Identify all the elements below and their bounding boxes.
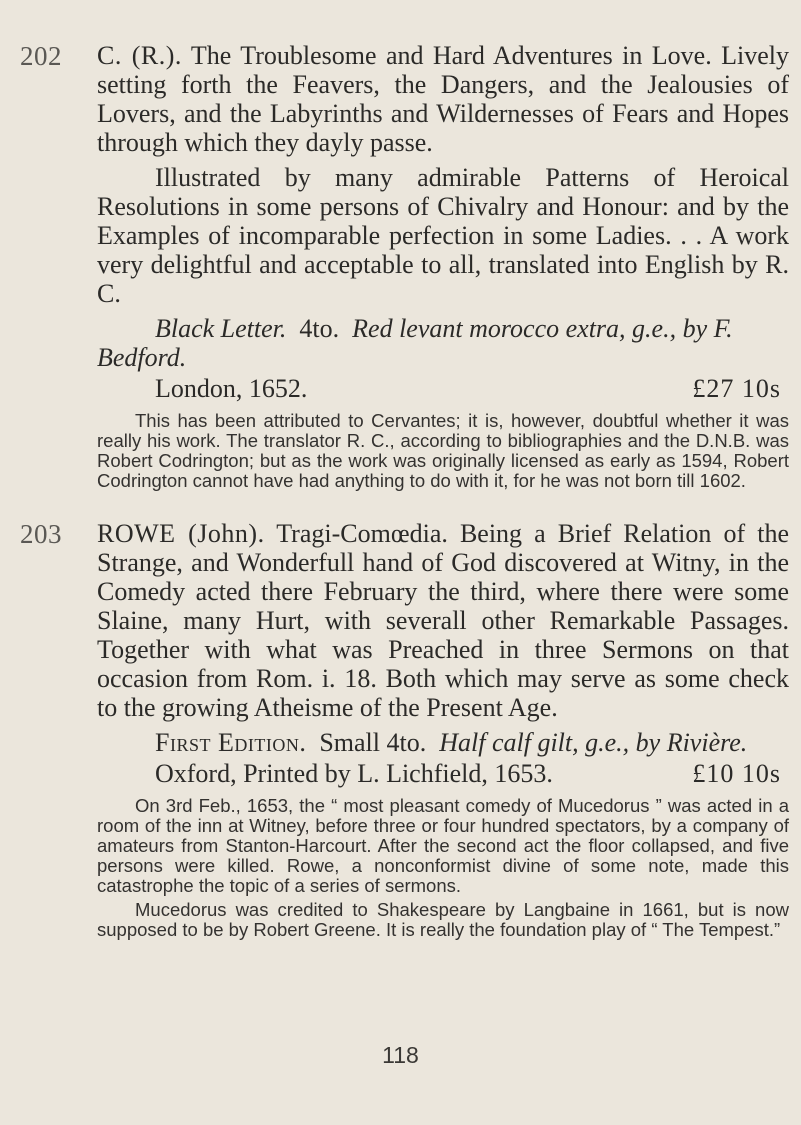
price: £27 10s [692, 374, 781, 403]
entry-description: Illustrated by many admirable Patterns of Heroical Resolutions in some persons of Chivalry and Honour: and by the Examples of incomparable perfection in some Ladies. . . A work very delightful and acceptable to all, translated into English by R. C. [97, 163, 789, 308]
page-number: 118 [382, 1042, 419, 1068]
entry-title: Tragi-Comœdia. Being a Brief Relation of the Strange, and Wonderfull hand of God discovered at Witny, in the Comedy acted there February the third, where there were some Slaine, many Hurt, with severall other Remarkable Passages. Together with what was Preached in three Sermons on that occasion from Rom. i. 18. Both which may serve as some check to the growing Atheisme of the Present Age. [97, 519, 789, 722]
binding-format: Small 4to. [319, 728, 427, 757]
binding-description: Half calf gilt, g.e., by Rivière. [439, 728, 748, 757]
entry-note: On 3rd Feb., 1653, the “ most pleasant comedy of Mucedorus ” was acted in a room of the inn at Witney, before three or four hundred spectators, by a company of amateurs from Stanton-Harcourt. After the second act the floor collapsed, and five persons were killed. Rowe, a nonconformist divine of some note, made this catastrophe the topic of a series of sermons. [97, 795, 789, 896]
price: £10 10s [692, 759, 781, 788]
entry-note: This has been attributed to Cervantes; it is, however, doubtful whether it was really his work. The translator R. C., according to bibliographies and the D.N.B. was Robert Codrington; but as the work was originally licensed as early as 1594, Robert Codrington cannot have had anything to do with it, for he was not born till 1602. [97, 410, 789, 491]
entry-title: The Troublesome and Hard Adventures in Love. Lively setting forth the Feavers, the Dangers, and the Jealousies of Lovers, and the Labyrinths and Wildernesses of Fears and Hopes through which they dayly passe. [97, 41, 789, 157]
edition: First Edition. [155, 728, 307, 757]
binding-prefix: Black Letter. [155, 314, 287, 343]
entry-author: ROWE (John). [97, 519, 265, 548]
entry-note: Mucedorus was credited to Shakespeare by Langbaine in 1661, but is now supposed to be by Robert Greene. It is really the foundation play of “ The Tempest.” [97, 899, 789, 940]
imprint: Oxford, Printed by L. Lichfield, 1653. [155, 759, 553, 788]
entry-binding [97, 314, 789, 372]
entry-heading [97, 519, 789, 722]
entry-body [97, 41, 789, 491]
entry-body [97, 519, 789, 940]
lot-number: 202 [20, 41, 62, 71]
entry-author: C. (R.). [97, 41, 182, 70]
binding-format: 4to. [299, 314, 340, 343]
imprint: London, 1652. [155, 374, 308, 403]
entry-binding [97, 728, 789, 757]
binding-description: Red levant morocco extra, g.e., by F. Bedford. [97, 314, 733, 372]
imprint-row [97, 759, 789, 788]
imprint-row [97, 374, 789, 403]
entry-heading [97, 41, 789, 157]
lot-number: 203 [20, 519, 62, 549]
